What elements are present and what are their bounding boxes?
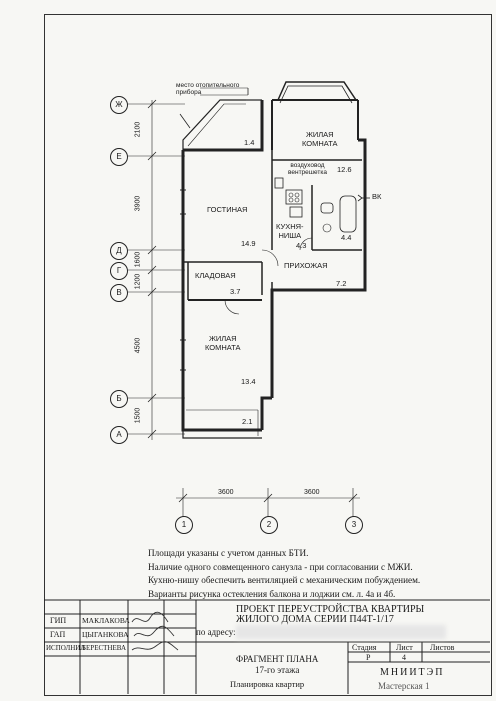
stamp-sheets-header: Листов (430, 643, 455, 652)
axis-col-2: 2 (260, 516, 278, 534)
axis-row-b: Б (110, 390, 128, 408)
stamp-name-2: ЦЫГАНКОВА (82, 630, 129, 639)
vdim-2100: 2100 (134, 121, 142, 138)
hdim-2-3: 3600 (304, 489, 320, 496)
room-kitchen-area: 4.3 (296, 241, 307, 250)
vdim-1200: 1200 (134, 273, 142, 290)
axis-col-1: 1 (175, 516, 193, 534)
room-storage-label: КЛАДОВАЯ (195, 271, 236, 280)
vdim-1600: 1600 (134, 251, 142, 268)
room-bedroom-bottom-label: ЖИЛАЯ КОМНАТА (205, 334, 241, 352)
room-bath-area: 4.4 (341, 233, 352, 242)
note-4: Варианты рисунка остекления балкона и лоджии см. л. 4а и 4б. (148, 588, 396, 599)
room-kitchen-label: КУХНЯ- НИША (276, 222, 304, 240)
axis-row-a: А (110, 426, 128, 444)
axis-row-g: Г (110, 262, 128, 280)
axis-col-3: 3 (345, 516, 363, 534)
stamp-role-2: ГАП (50, 630, 66, 639)
room-hall-label: ПРИХОЖАЯ (284, 261, 328, 270)
notes-block (148, 547, 420, 601)
stamp-stage-header: Стадия (352, 643, 377, 652)
stamp-sheet-value: 4 (402, 653, 406, 662)
hdim-1-2: 3600 (218, 489, 234, 496)
axis-row-v: В (110, 284, 128, 302)
vdim-1500: 1500 (134, 407, 142, 424)
room-living-area: 14.9 (241, 239, 256, 248)
note-2: Наличие одного совмещенного санузла - при согласовании с МЖИ. (148, 561, 413, 572)
room-hall-area: 7.2 (336, 279, 347, 288)
stamp-workshop: Мастерская 1 (378, 681, 430, 691)
note-1: Площади указаны с учетом данных БТИ. (148, 548, 309, 558)
heater-annotation: место отопительного прибора (176, 82, 240, 96)
vk-label: ВК (372, 192, 382, 201)
stamp-plan-subtitle: Планировка квартир (230, 679, 305, 689)
loggia-bottom-area: 2.1 (242, 417, 253, 426)
stamp-name-1: МАКЛАКОВА (82, 616, 130, 625)
vdim-3900: 3900 (134, 195, 142, 212)
loggia-top-area: 1.4 (244, 138, 255, 147)
stamp-stage-value: Р (366, 653, 371, 662)
stamp-role-1: ГИП (50, 616, 67, 625)
note-3: Кухню-нишу обеспечить вентиляцией с механическим побуждением. (148, 575, 421, 585)
stamp-org: МНИИТЭП (380, 667, 445, 678)
stamp-project-title: ПРОЕКТ ПЕРЕУСТРОЙСТВА КВАРТИРЫ ЖИЛОГО ДОМА СЕРИИ П44Т-1/17 (236, 604, 425, 625)
room-bedroom-top-label: ЖИЛАЯ КОМНАТА (302, 130, 338, 148)
axis-row-zh: Ж (110, 96, 128, 114)
stamp-name-3: БЕРЕСТНЕВА (82, 644, 127, 652)
axis-row-d: Д (110, 242, 128, 260)
stamp-fragment-title: ФРАГМЕНТ ПЛАНА 17-го этажа (236, 654, 319, 675)
signatures (128, 608, 188, 658)
vdim-4500: 4500 (134, 337, 142, 354)
address-redacted (236, 625, 446, 639)
room-living-label: ГОСТИНАЯ (207, 205, 248, 214)
duct-annotation: воздуховод вентрешетка (288, 162, 327, 176)
room-bedroom-top-area: 12.6 (337, 165, 352, 174)
room-bedroom-bottom-area: 13.4 (241, 377, 256, 386)
stamp-sheet-header: Лист (396, 643, 413, 652)
room-storage-area: 3.7 (230, 287, 241, 296)
stamp-role-3: ИСПОЛНИЛ (46, 644, 86, 652)
stamp-address-label: по адресу: (196, 627, 236, 637)
axis-row-e: Е (110, 148, 128, 166)
